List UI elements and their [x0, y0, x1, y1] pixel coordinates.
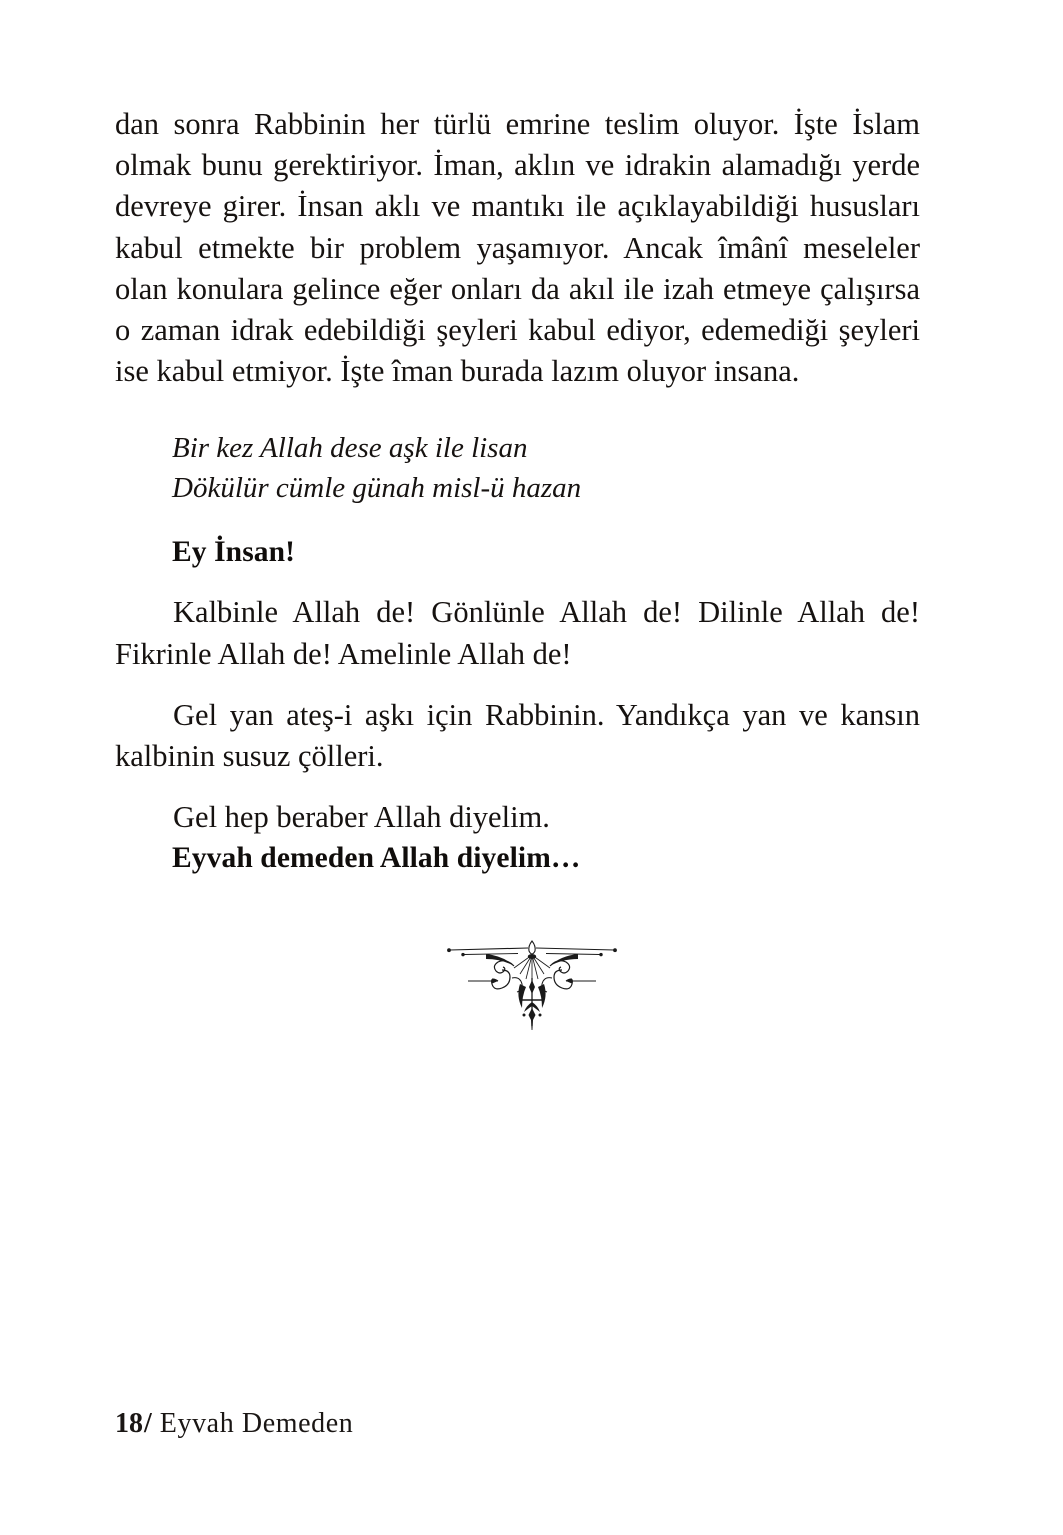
page-content — [115, 104, 920, 878]
footer-separator: / — [144, 1408, 152, 1439]
decorative-fleuron-icon — [442, 932, 622, 1030]
spacer — [115, 572, 920, 592]
footer-page-number: 18 — [115, 1408, 143, 1439]
footer-book-title: Eyvah Demeden — [159, 1408, 354, 1439]
paragraph-gel-yan: Gel yan ateş-i aşkı için Rabbinin. Yandıkça yan ve kansın kalbinin susuz çölleri. — [115, 697, 920, 774]
ornament-container — [0, 932, 1063, 1030]
paragraph-kalbinle: Kalbinle Allah de! Gönlünle Allah de! Dilinle Allah de! Fikrinle Allah de! Amelinle Allah de! — [115, 595, 920, 671]
page-footer — [115, 1407, 353, 1441]
spacer — [115, 777, 920, 797]
paragraph-opening: dan sonra Rabbinin her türlü emrine teslim oluyor. İşte İslam olmak bunu gerektiriyor. İman, aklın ve idrakin alamadığı yerde devreye girer. İnsan aklı ve mantıkı ile açıklayabildiği hususları kabul etmekte bir problem yaşamıyor. Ancak îmânî meseleler olan konulara gelince eğer onları da akıl ile izah etmeye çalışırsa o zaman idrak edebildiği şeyleri kabul ediyor, edemediği şeyleri ise kabul etmiyor. İşte îman burada lazım oluyor insana. — [115, 107, 920, 389]
verse-line: Bir kez Allah dese aşk ile lisan — [172, 432, 528, 465]
callout-closing: Eyvah demeden Allah diyelim… — [172, 842, 581, 875]
paragraph-gel-hep: Gel hep beraber Allah diyelim. — [173, 800, 550, 835]
callout-heading: Ey İnsan! — [172, 536, 296, 569]
spacer — [115, 392, 920, 428]
spacer — [115, 508, 920, 532]
spacer — [115, 675, 920, 695]
verse-line: Dökülür cümle günah misl-ü hazan — [172, 472, 582, 505]
verse-block — [172, 428, 920, 508]
